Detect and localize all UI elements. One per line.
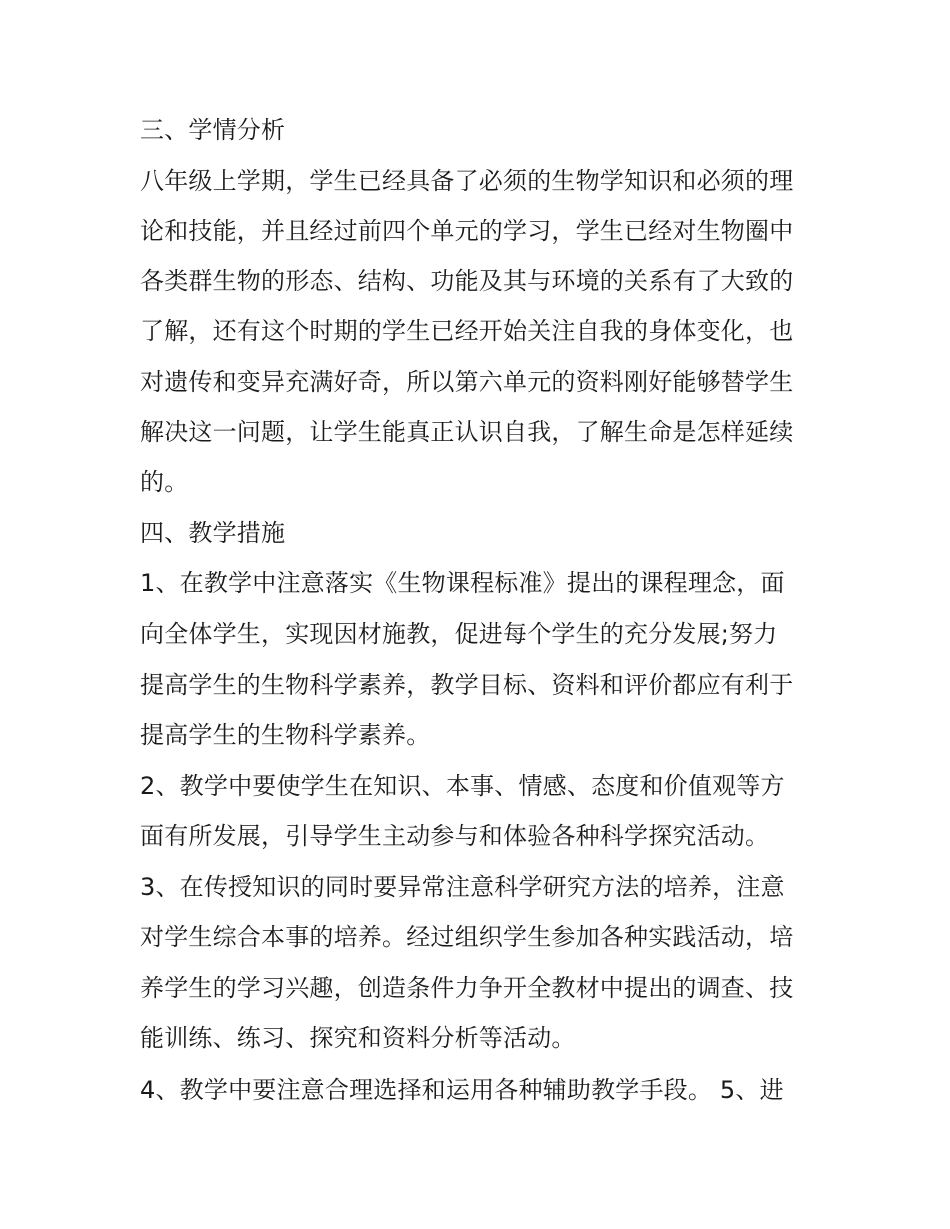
paragraph-line: 对学生综合本事的培养。经过组织学生参加各种实践活动，培 bbox=[140, 923, 794, 951]
paragraph-line: 2、教学中要使学生在知识、本事、情感、态度和价值观等方 bbox=[140, 772, 785, 800]
paragraph-line: 提高学生的生物科学素养，教学目标、资料和评价都应有利于 bbox=[140, 671, 794, 699]
paragraph-line: 3、在传授知识的同时要异常注意科学研究方法的培养，注意 bbox=[140, 873, 785, 901]
paragraph-line: 能训练、练习、探究和资料分析等活动。 bbox=[140, 1024, 576, 1052]
paragraph-line: 各类群生物的形态、结构、功能及其与环境的关系有了大致的 bbox=[140, 267, 794, 295]
paragraph-line: 八年级上学期，学生已经具备了必须的生物学知识和必须的理 bbox=[140, 167, 794, 195]
section-heading-teaching-measures: 四、教学措施 bbox=[140, 519, 286, 547]
section-heading-learning-analysis: 三、学情分析 bbox=[140, 116, 286, 144]
paragraph-line: 的。 bbox=[140, 468, 189, 496]
paragraph-line: 论和技能，并且经过前四个单元的学习，学生已经对生物圈中 bbox=[140, 217, 794, 245]
paragraph-line: 1、在教学中注意落实《生物课程标准》提出的课程理念，面 bbox=[140, 569, 785, 597]
paragraph-line: 向全体学生，实现因材施教，促进每个学生的充分发展;努力 bbox=[140, 620, 778, 648]
paragraph-line: 解决这一问题，让学生能真正认识自我，了解生命是怎样延续 bbox=[140, 418, 794, 446]
paragraph-line: 对遗传和变异充满好奇，所以第六单元的资料刚好能够替学生 bbox=[140, 368, 794, 396]
paragraph-line: 提高学生的生物科学素养。 bbox=[140, 721, 431, 749]
paragraph-line: 面有所发展，引导学生主动参与和体验各种科学探究活动。 bbox=[140, 822, 770, 850]
paragraph-line: 了解，还有这个时期的学生已经开始关注自我的身体变化，也 bbox=[140, 317, 794, 345]
paragraph-line: 养学生的学习兴趣，创造条件力争开全教材中提出的调查、技 bbox=[140, 974, 794, 1002]
paragraph-line: 4、教学中要注意合理选择和运用各种辅助教学手段。 5、进 bbox=[140, 1076, 784, 1104]
